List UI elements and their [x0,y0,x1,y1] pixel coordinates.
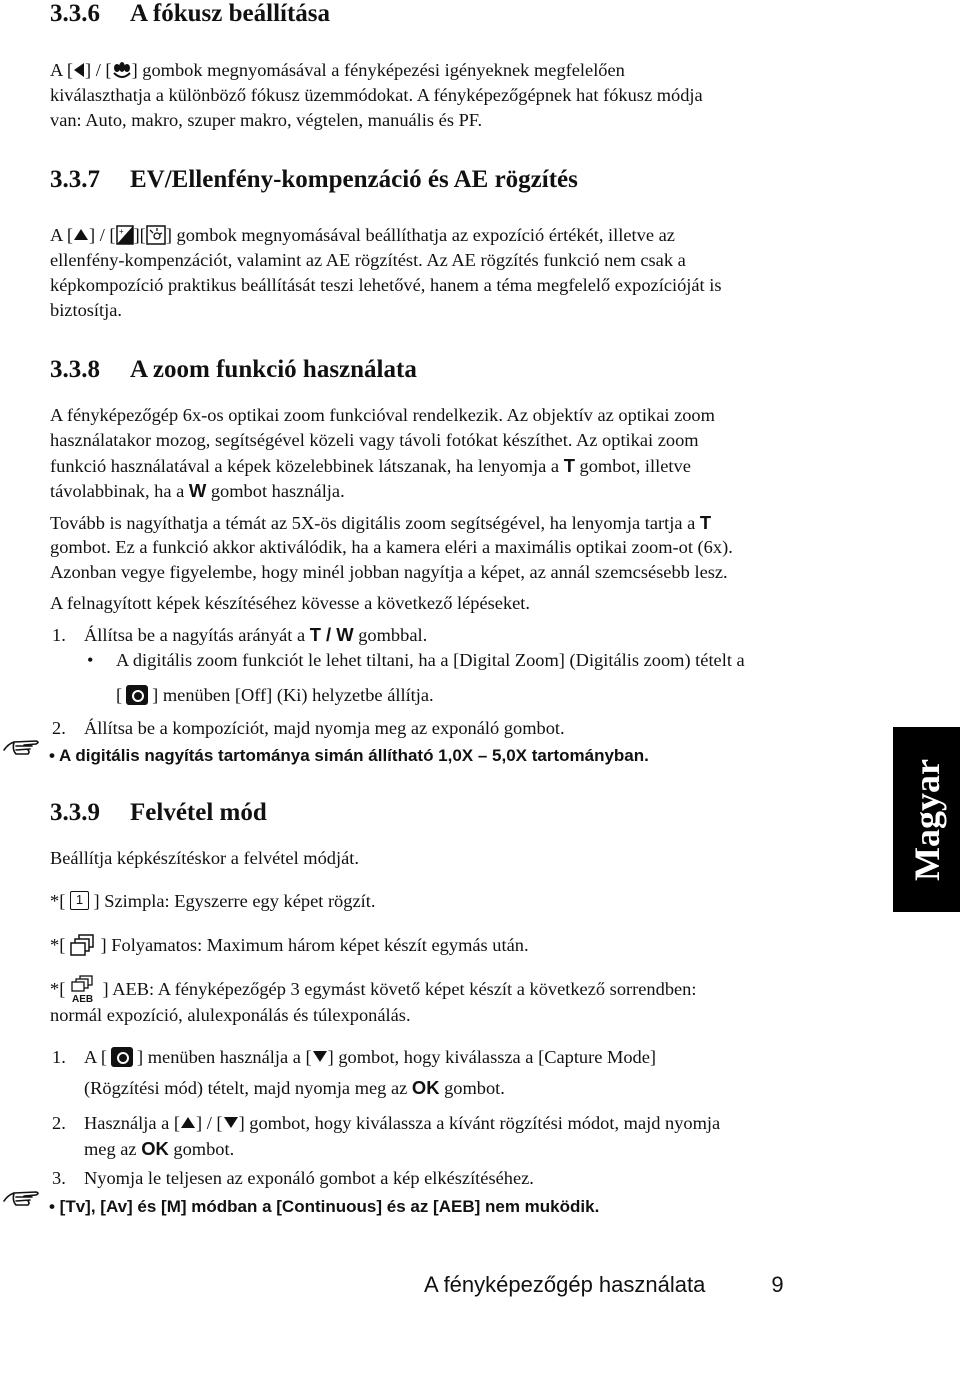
heading-3-3-8: 3.3.8 A zoom funkció használata [50,356,417,383]
page-number: 9 [771,1272,784,1297]
s3-p1-line1: A fényképezőgép 6x-os optikai zoom funkcióval rendelkezik. Az objektív az optikai zoom [50,405,715,425]
down-arrow-icon [223,1116,239,1129]
s3-p1-line4: távolabbinak, ha a W gombot használja. [50,480,345,501]
s3-p2-line1: Tovább is nagyíthatja a témát az 5X-ös digitális zoom segítségével, ha lenyomja tartja a T [50,512,712,533]
s4-mode-aeb-line2: normál expozíció, alulexponálás és túlexponálás. [50,1005,411,1025]
backlight-icon [146,225,166,245]
s1-line2: kiválaszthatja a különböző fókusz üzemmódokat. A fényképezőgépnek hat fókusz módja [50,85,703,105]
left-arrow-icon [73,62,85,78]
heading-3-3-9: 3.3.9 Felvétel mód [50,799,267,826]
macro-flower-icon [112,61,132,79]
s4-mode-continuous: *[ ] Folyamatos: Maximum három képet készít egymás után. [50,935,529,955]
svg-text:+: + [118,226,124,236]
s3-p2-line2: gombot. Ez a funkció akkor aktiválódik, ha a kamera eléri a maximális optikai zoom-ot (6x). [50,537,733,557]
single-shot-icon: 1 [70,891,89,910]
camera-menu-icon [111,1047,133,1067]
s2-line4: biztosítja. [50,300,123,320]
language-side-tab: Magyar [893,727,960,912]
s4-step1-line2: (Rögzítési mód) tételt, majd nyomja meg az OK gombot. [84,1077,505,1098]
ev-compensation-icon [116,225,134,245]
s4-step3: 3. Nyomja le teljesen az exponáló gombot a kép elkészítéséhez. [52,1168,534,1188]
aeb-icon [70,975,98,1003]
s2-line1: A [ ] / [ + ][ ] gombok megnyomásával beállíthatja az expozíció értékét, illetve az [50,225,675,245]
s3-p1-line3: funkció használatával a képek közelebbinek látszanak, ha lenyomja a T gombot, illetve [50,455,691,476]
continuous-shot-icon [70,934,96,956]
svg-text:AEB: AEB [71,994,94,1003]
s4-note: • [Tv], [Av] és [M] módban a [Continuous] és az [AEB] nem muködik. [49,1197,600,1216]
heading-3-3-6: 3.3.6 A fókusz beállítása [50,0,331,27]
s3-p2-line3: Azonban vegye figyelembe, hogy minél jobban nagyítja a képet, az annál szemcsésebb lesz. [50,562,728,582]
page-footer [424,1272,784,1298]
s3-note: • A digitális nagyítás tartománya simán állítható 1,0X – 5,0X tartományban. [49,746,649,765]
s4-step2-line2: meg az OK gombot. [84,1138,235,1159]
s2-line3: képkompozíció praktikus beállítását teszi lehetővé, hanem a téma megfelelő expozícióját is [50,275,722,295]
note-hand-icon [2,736,46,758]
s3-p3: A felnagyított képek készítéséhez kövesse a következő lépéseket. [50,593,531,613]
s4-mode-single: *[ 1 ] Szimpla: Egyszerre egy képet rögzít. [50,891,376,911]
s4-step2: 2. Használja a [ ] / [ ] gombot, hogy kiválassza a kívánt rögzítési módot, majd nyomja [52,1113,721,1133]
s3-step1: 1. Állítsa be a nagyítás arányát a T / W gombbal. [52,624,428,645]
s3-step2: 2. Állítsa be a kompozíciót, majd nyomja meg az exponáló gombot. [52,718,565,738]
s1-line1: A [ ] / [ ] gombok megnyomásával a fényképezési igényeknek megfelelően [50,60,625,80]
up-arrow-icon [73,228,89,241]
footer-section-title: A fényképezőgép használata [424,1272,706,1297]
s4-mode-aeb: *[ AEB ] AEB: A fényképezőgép 3 egymást követő képet készít a következő sorrendben: [50,977,697,1005]
camera-menu-icon [126,685,148,705]
s4-step1: 1. A [ ] menüben használja a [ ] gombot, hogy kiválassza a [Capture Mode] [52,1047,657,1067]
s1-line3: van: Auto, makro, szuper makro, végtelen, manuális és PF. [50,110,483,130]
heading-3-3-7: 3.3.7 EV/Ellenfény-kompenzáció és AE rögzítés [50,166,578,193]
down-arrow-icon [312,1050,328,1063]
up-arrow-icon [180,1116,196,1129]
s2-line2: ellenfény-kompenzációt, valamint az AE rögzítést. Az AE rögzítés funkció nem csak a [50,250,686,270]
s3-p1-line2: használatakor mozog, segítségével közeli vagy távoli fotókat készíthet. Az optikai zoom [50,430,699,450]
s3-bullet-line1: • A digitális zoom funkciót le lehet tiltani, ha a [Digital Zoom] (Digitális zoom) tételt a [87,650,745,670]
s3-bullet-line2: [ ] menüben [Off] (Ki) helyzetbe állítja. [116,685,434,705]
note-hand-icon [2,1187,46,1209]
s4-intro: Beállítja képkészítéskor a felvétel módját. [50,848,359,868]
